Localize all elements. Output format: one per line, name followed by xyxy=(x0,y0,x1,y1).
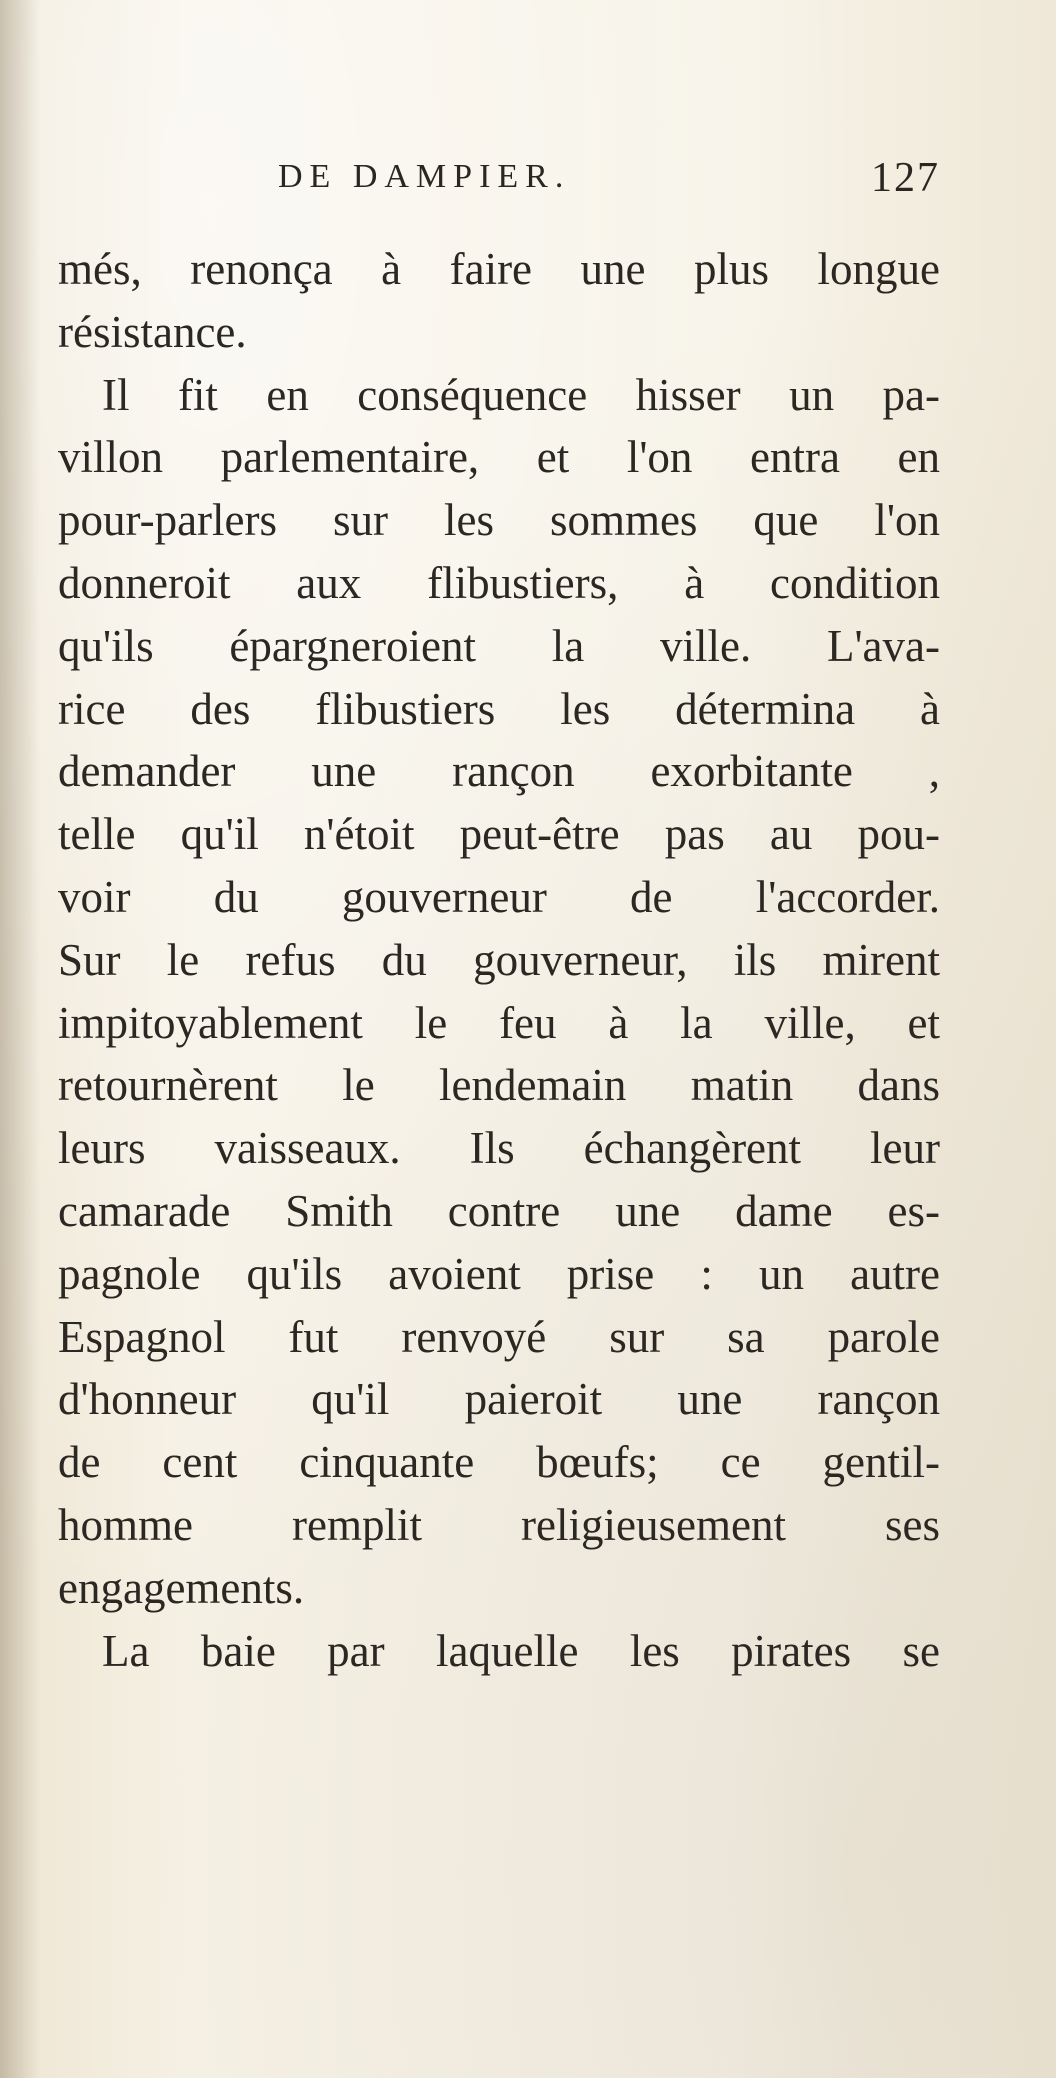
text-line: més, renonça à faire une plus longue xyxy=(58,244,940,294)
text-line: homme remplit religieusement ses xyxy=(58,1499,940,1550)
page-number: 127 xyxy=(871,155,940,201)
text-line: La baie par laquelle les pirates se xyxy=(102,1625,940,1676)
running-head xyxy=(278,155,948,218)
text-line: Sur le refus du gouverneur, ils mirent xyxy=(58,934,940,985)
text-line: engagements. xyxy=(58,1562,305,1613)
text-line: Espagnol fut renvoyé sur sa parole xyxy=(58,1311,940,1362)
text-line: de cent cinquante bœufs; ce gentil- xyxy=(58,1437,940,1488)
text-line: demander une rançon exorbitante , xyxy=(58,746,940,797)
text-line: qu'ils épargneroient la ville. L'ava- xyxy=(58,620,940,671)
text-line: donneroit aux flibustiers, à condition xyxy=(58,557,940,608)
text-line: telle qu'il n'étoit peut-être pas au pou- xyxy=(58,809,940,860)
text-line: villon parlementaire, et l'on entra en xyxy=(58,432,940,483)
text-line: voir du gouverneur de l'accorder. xyxy=(58,871,940,922)
text-line: Il fit en conséquence hisser un pa- xyxy=(102,369,940,420)
running-title: DE DAMPIER. xyxy=(278,158,571,195)
text-line: pour-parlers sur les sommes que l'on xyxy=(58,495,940,546)
text-line: camarade Smith contre une dame es- xyxy=(58,1185,940,1236)
body-text xyxy=(58,238,940,1682)
text-line: impitoyablement le feu à la ville, et xyxy=(58,997,940,1048)
text-line: retournèrent le lendemain matin dans xyxy=(58,1060,940,1111)
text-line: résistance. xyxy=(58,306,247,357)
text-line: pagnole qu'ils avoient prise : un autre xyxy=(58,1248,940,1299)
text-line: leurs vaisseaux. Ils échangèrent leur xyxy=(58,1123,940,1174)
text-line: d'honneur qu'il paieroit une rançon xyxy=(58,1374,940,1425)
text-line: rice des flibustiers les détermina à xyxy=(58,683,940,734)
